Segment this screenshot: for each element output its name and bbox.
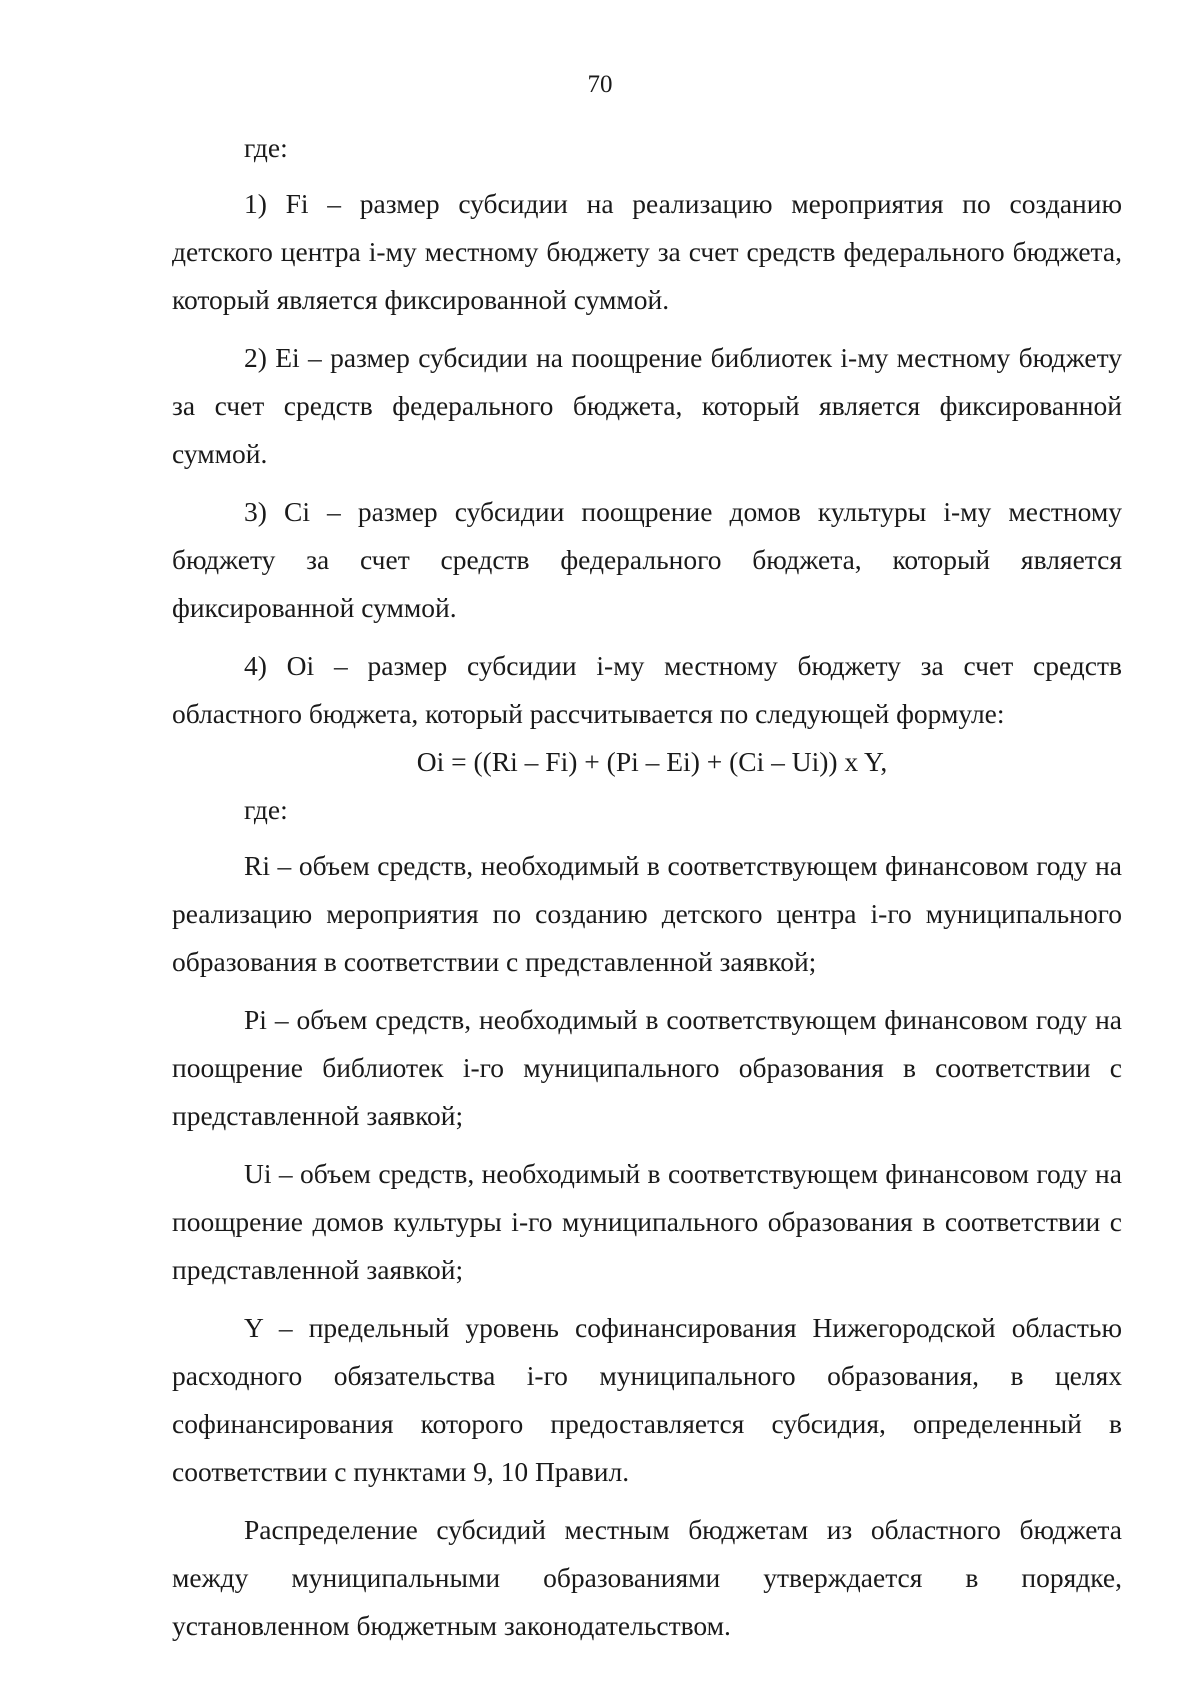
paragraph-item-2: 2) Ei – размер субсидии на поощрение библиотек i-му местному бюджету за счет средств федерального бюджета, который является фиксированной суммой. bbox=[172, 342, 1122, 469]
paragraph-item-1: 1) Fi – размер субсидии на реализацию мероприятия по созданию детского центра i-му местному бюджету за счет средств федерального бюджета, который является фиксированной суммой. bbox=[172, 188, 1122, 315]
definition-y: Y – предельный уровень софинансирования Нижегородской областью расходного обязательства i-го муниципального образования, в целях софинансирования которого предоставляется субсидия, определенный в соответствии с пунктами 9, 10 Правил. bbox=[172, 1312, 1122, 1487]
formula: Oi = ((Ri – Fi) + (Pi – Ei) + (Ci – Ui)) x Y, bbox=[416, 746, 888, 777]
definition-ui: Ui – объем средств, необходимый в соответствующем финансовом году на поощрение домов культуры i-го муниципального образования в соответствии с представленной заявкой; bbox=[172, 1158, 1122, 1285]
where-label-2: где: bbox=[244, 794, 288, 825]
page-number: 70 bbox=[587, 71, 613, 98]
paragraph-item-3: 3) Ci – размер субсидии поощрение домов культуры i-му местному бюджету за счет средств федерального бюджета, который является фиксированной суммой. bbox=[172, 496, 1122, 623]
document-body bbox=[172, 124, 1122, 1650]
paragraph-item-4: 4) Oi – размер субсидии i-му местному бюджету за счет средств областного бюджета, который рассчитывается по следующей формуле: bbox=[172, 650, 1122, 729]
paragraph-distribution: Распределение субсидий местным бюджетам из областного бюджета между муниципальными образованиями утверждается в порядке, установленном бюджетным законодательством. bbox=[172, 1514, 1122, 1641]
where-label: где: bbox=[244, 132, 288, 163]
definition-pi: Pi – объем средств, необходимый в соответствующем финансовом году на поощрение библиотек i-го муниципального образования в соответствии с представленной заявкой; bbox=[172, 1004, 1122, 1131]
definition-ri: Ri – объем средств, необходимый в соответствующем финансовом году на реализацию мероприятия по созданию детского центра i-го муниципального образования в соответствии с представленной заявкой; bbox=[172, 850, 1122, 977]
